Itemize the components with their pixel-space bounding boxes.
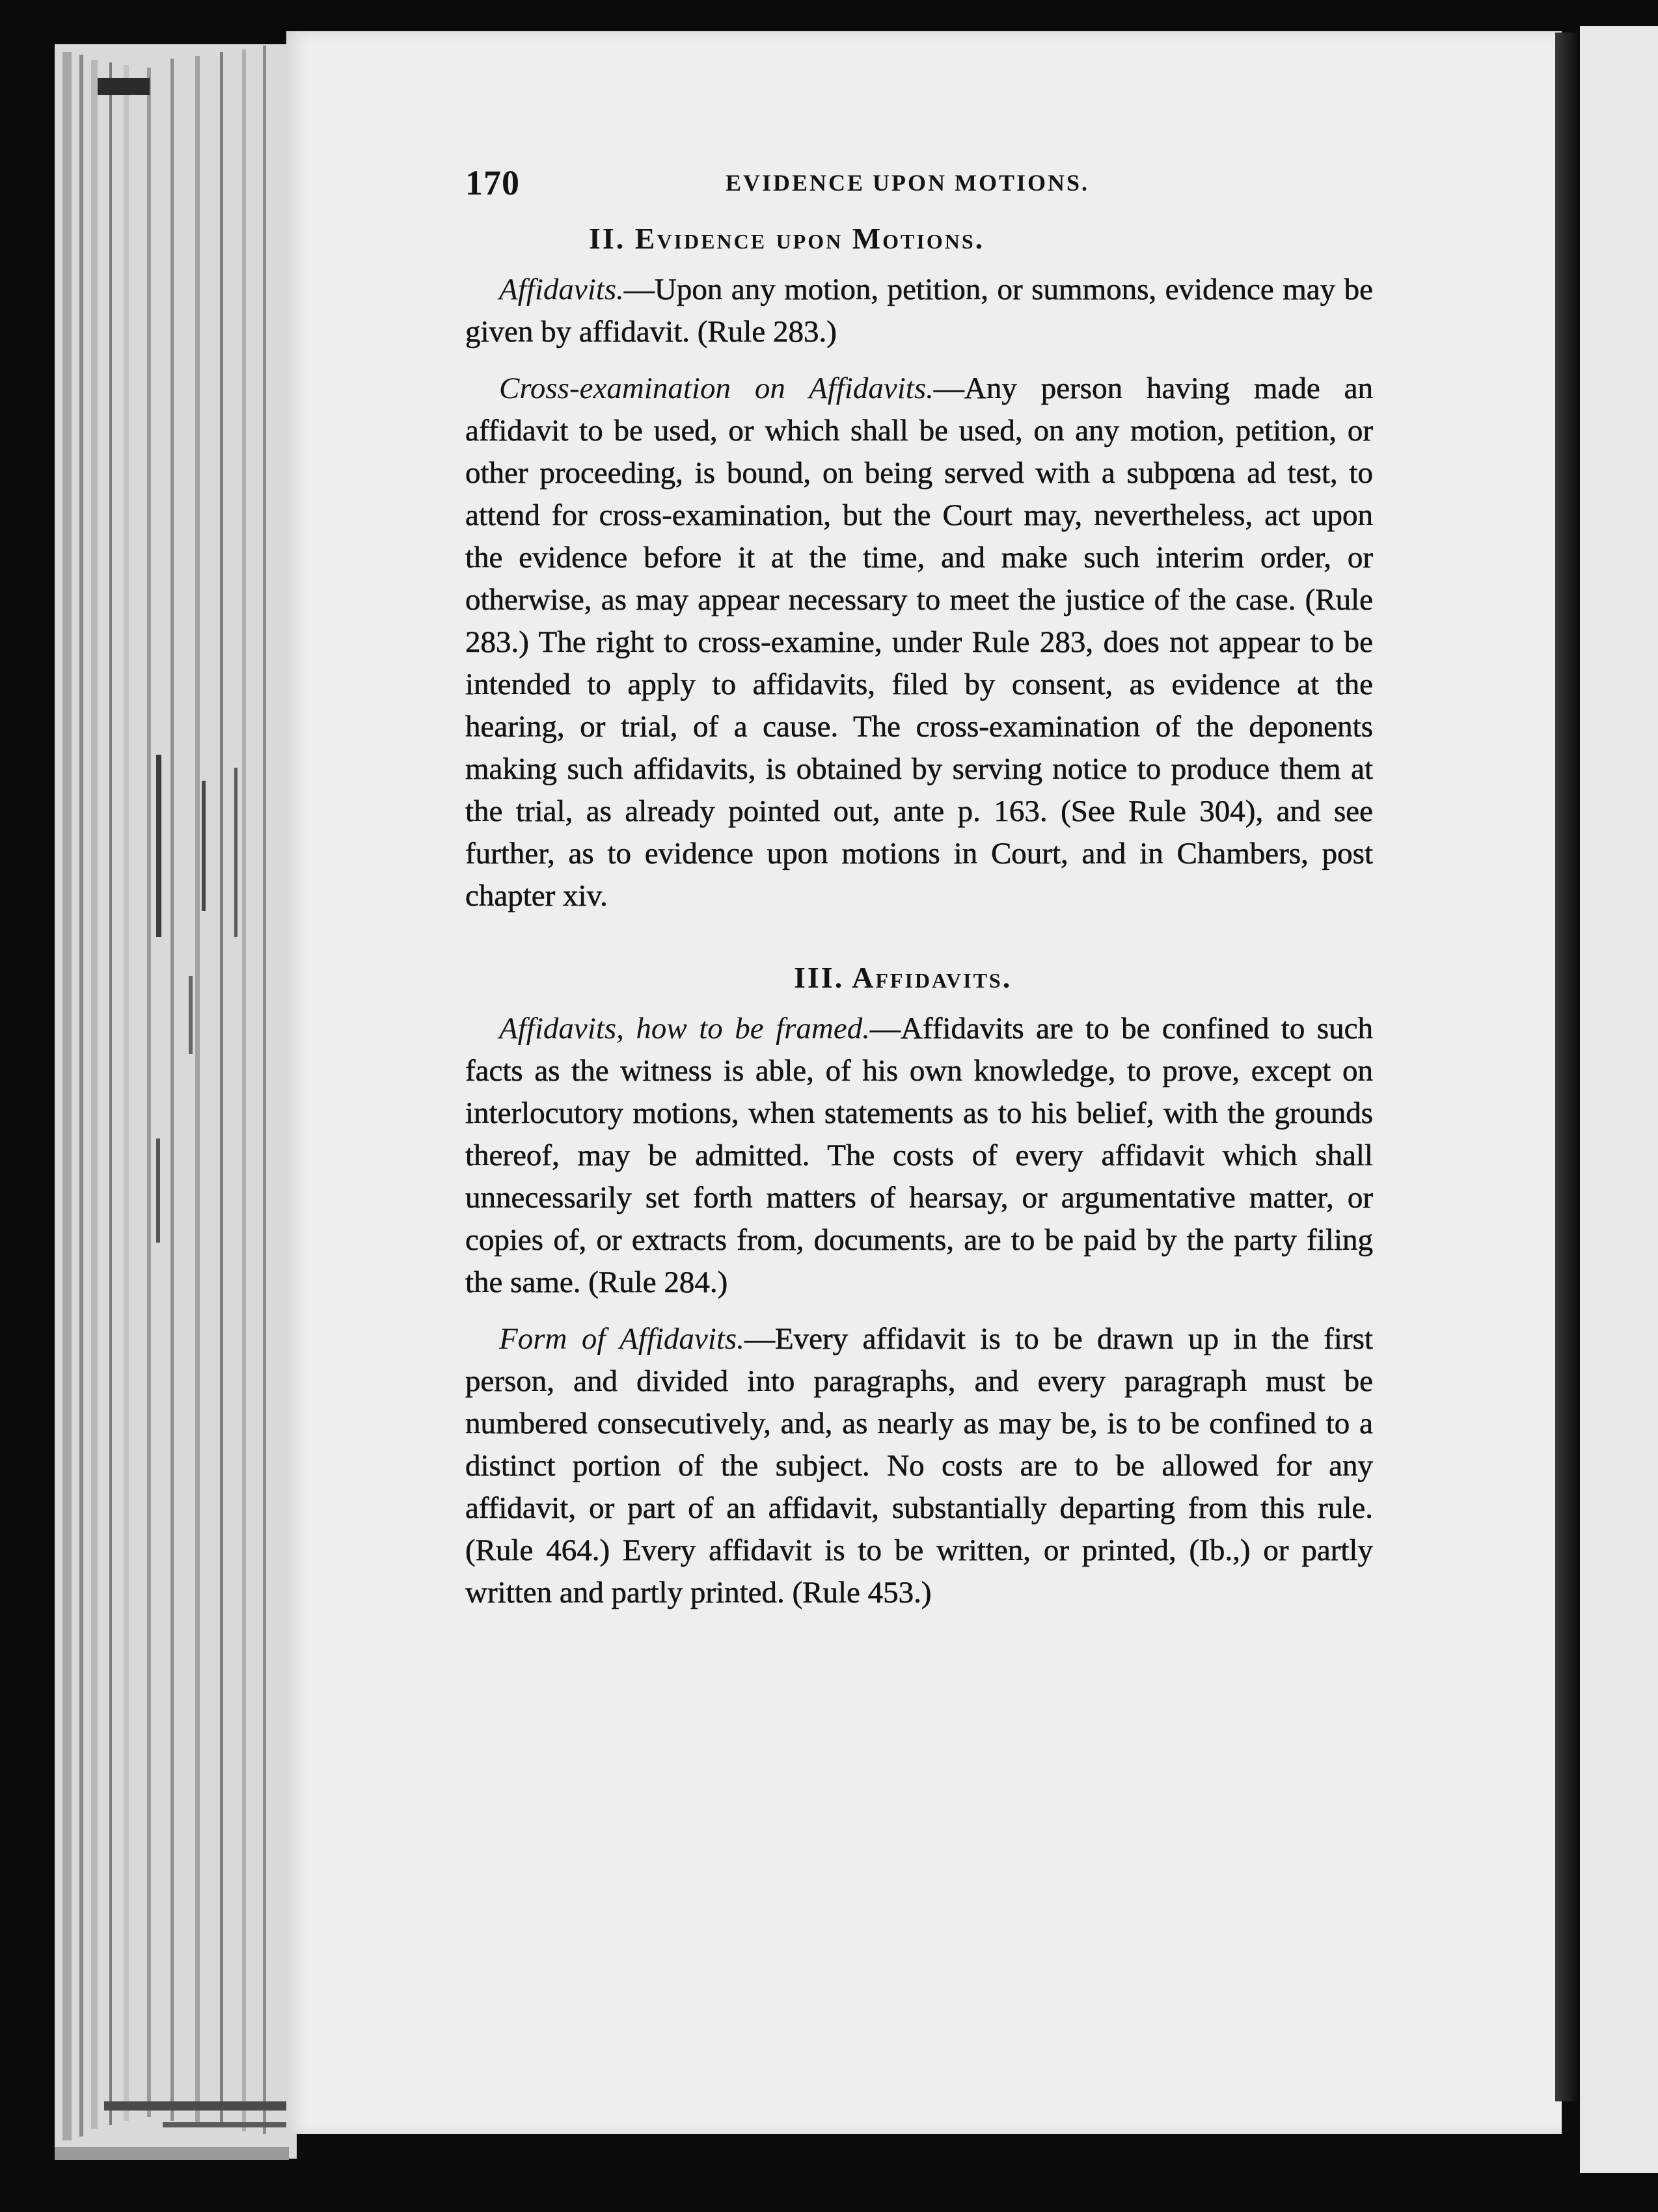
facing-page-edge	[1580, 26, 1658, 2173]
paragraph-lead: Affidavits.	[499, 273, 624, 306]
paragraph-body: —Every affidavit is to be drawn up in the first person, and divided into paragraphs, and every paragraph must be numbered consecutively, and, as nearly as may be, is to be confined to a distinct portion of the subject. No costs are to be allowed for any affidavit, or part of an affidavit, substantially departing from this rule. (Rule 464.) Every affidavit is to be written, or printed, (Ib.,) or partly written and partly printed. (Rule 453.)	[465, 1322, 1373, 1610]
paragraph-lead: Cross-examination on Affidavits.	[499, 371, 934, 405]
paragraph-body: —Upon any motion, petition, or summons, evidence may be given by affidavit. (Rule 283.)	[465, 273, 1373, 349]
paragraph-lead: Form of Affidavits.	[499, 1322, 744, 1356]
page-text	[465, 163, 1373, 1614]
paragraph-affidavits	[465, 269, 1373, 353]
paragraph-how-framed	[465, 1008, 1373, 1304]
paragraph-lead: Affidavits, how to be framed.	[499, 1012, 870, 1045]
paragraph-body: —Affidavits are to be confined to such facts as the witness is able, of his own knowledge, to prove, except on interlocutory motions, when statements as to his belief, with the grounds thereof, may be admitted. The costs of every affidavit which shall unnecessarily set forth matters of hearsay, or argumentative matter, or copies of, or extracts from, documents, are to be paid by the party filing the same. (Rule 284.)	[465, 1012, 1373, 1299]
paragraph-cross-examination	[465, 368, 1373, 917]
paragraph-form-of-affidavits	[465, 1318, 1373, 1614]
running-head-title: EVIDENCE UPON MOTIONS.	[726, 170, 1090, 196]
section-heading-affidavits: III. Affidavits.	[794, 961, 1012, 994]
paragraph-body: —Any person having made an affidavit to be used, or which shall be used, on any motion, petition, or other proceeding, is bound, on being served with a subpœna ad test, to attend for cross-examination, but the Court may, nevertheless, act upon the evidence before it at the time, and make such interim order, or otherwise, as may appear necessary to meet the justice of the case. (Rule 283.) The right to cross-examine, under Rule 283, does not appear to be intended to apply to affidavits, filed by consent, as evidence at the hearing, or trial, of a cause. The cross-examination of the deponents making such affidavits, is obtained by serving notice to produce them at the trial, as already pointed out, ante p. 163. (See Rule 304), and see further, as to evidence upon motions in Court, and in Chambers, post chapter xiv.	[465, 371, 1373, 913]
page-number: 170	[465, 163, 520, 202]
page-gutter-shadow	[1555, 33, 1580, 2101]
section-heading-evidence-upon-motions: II. Evidence upon Motions.	[589, 222, 985, 255]
running-head	[465, 163, 1373, 221]
